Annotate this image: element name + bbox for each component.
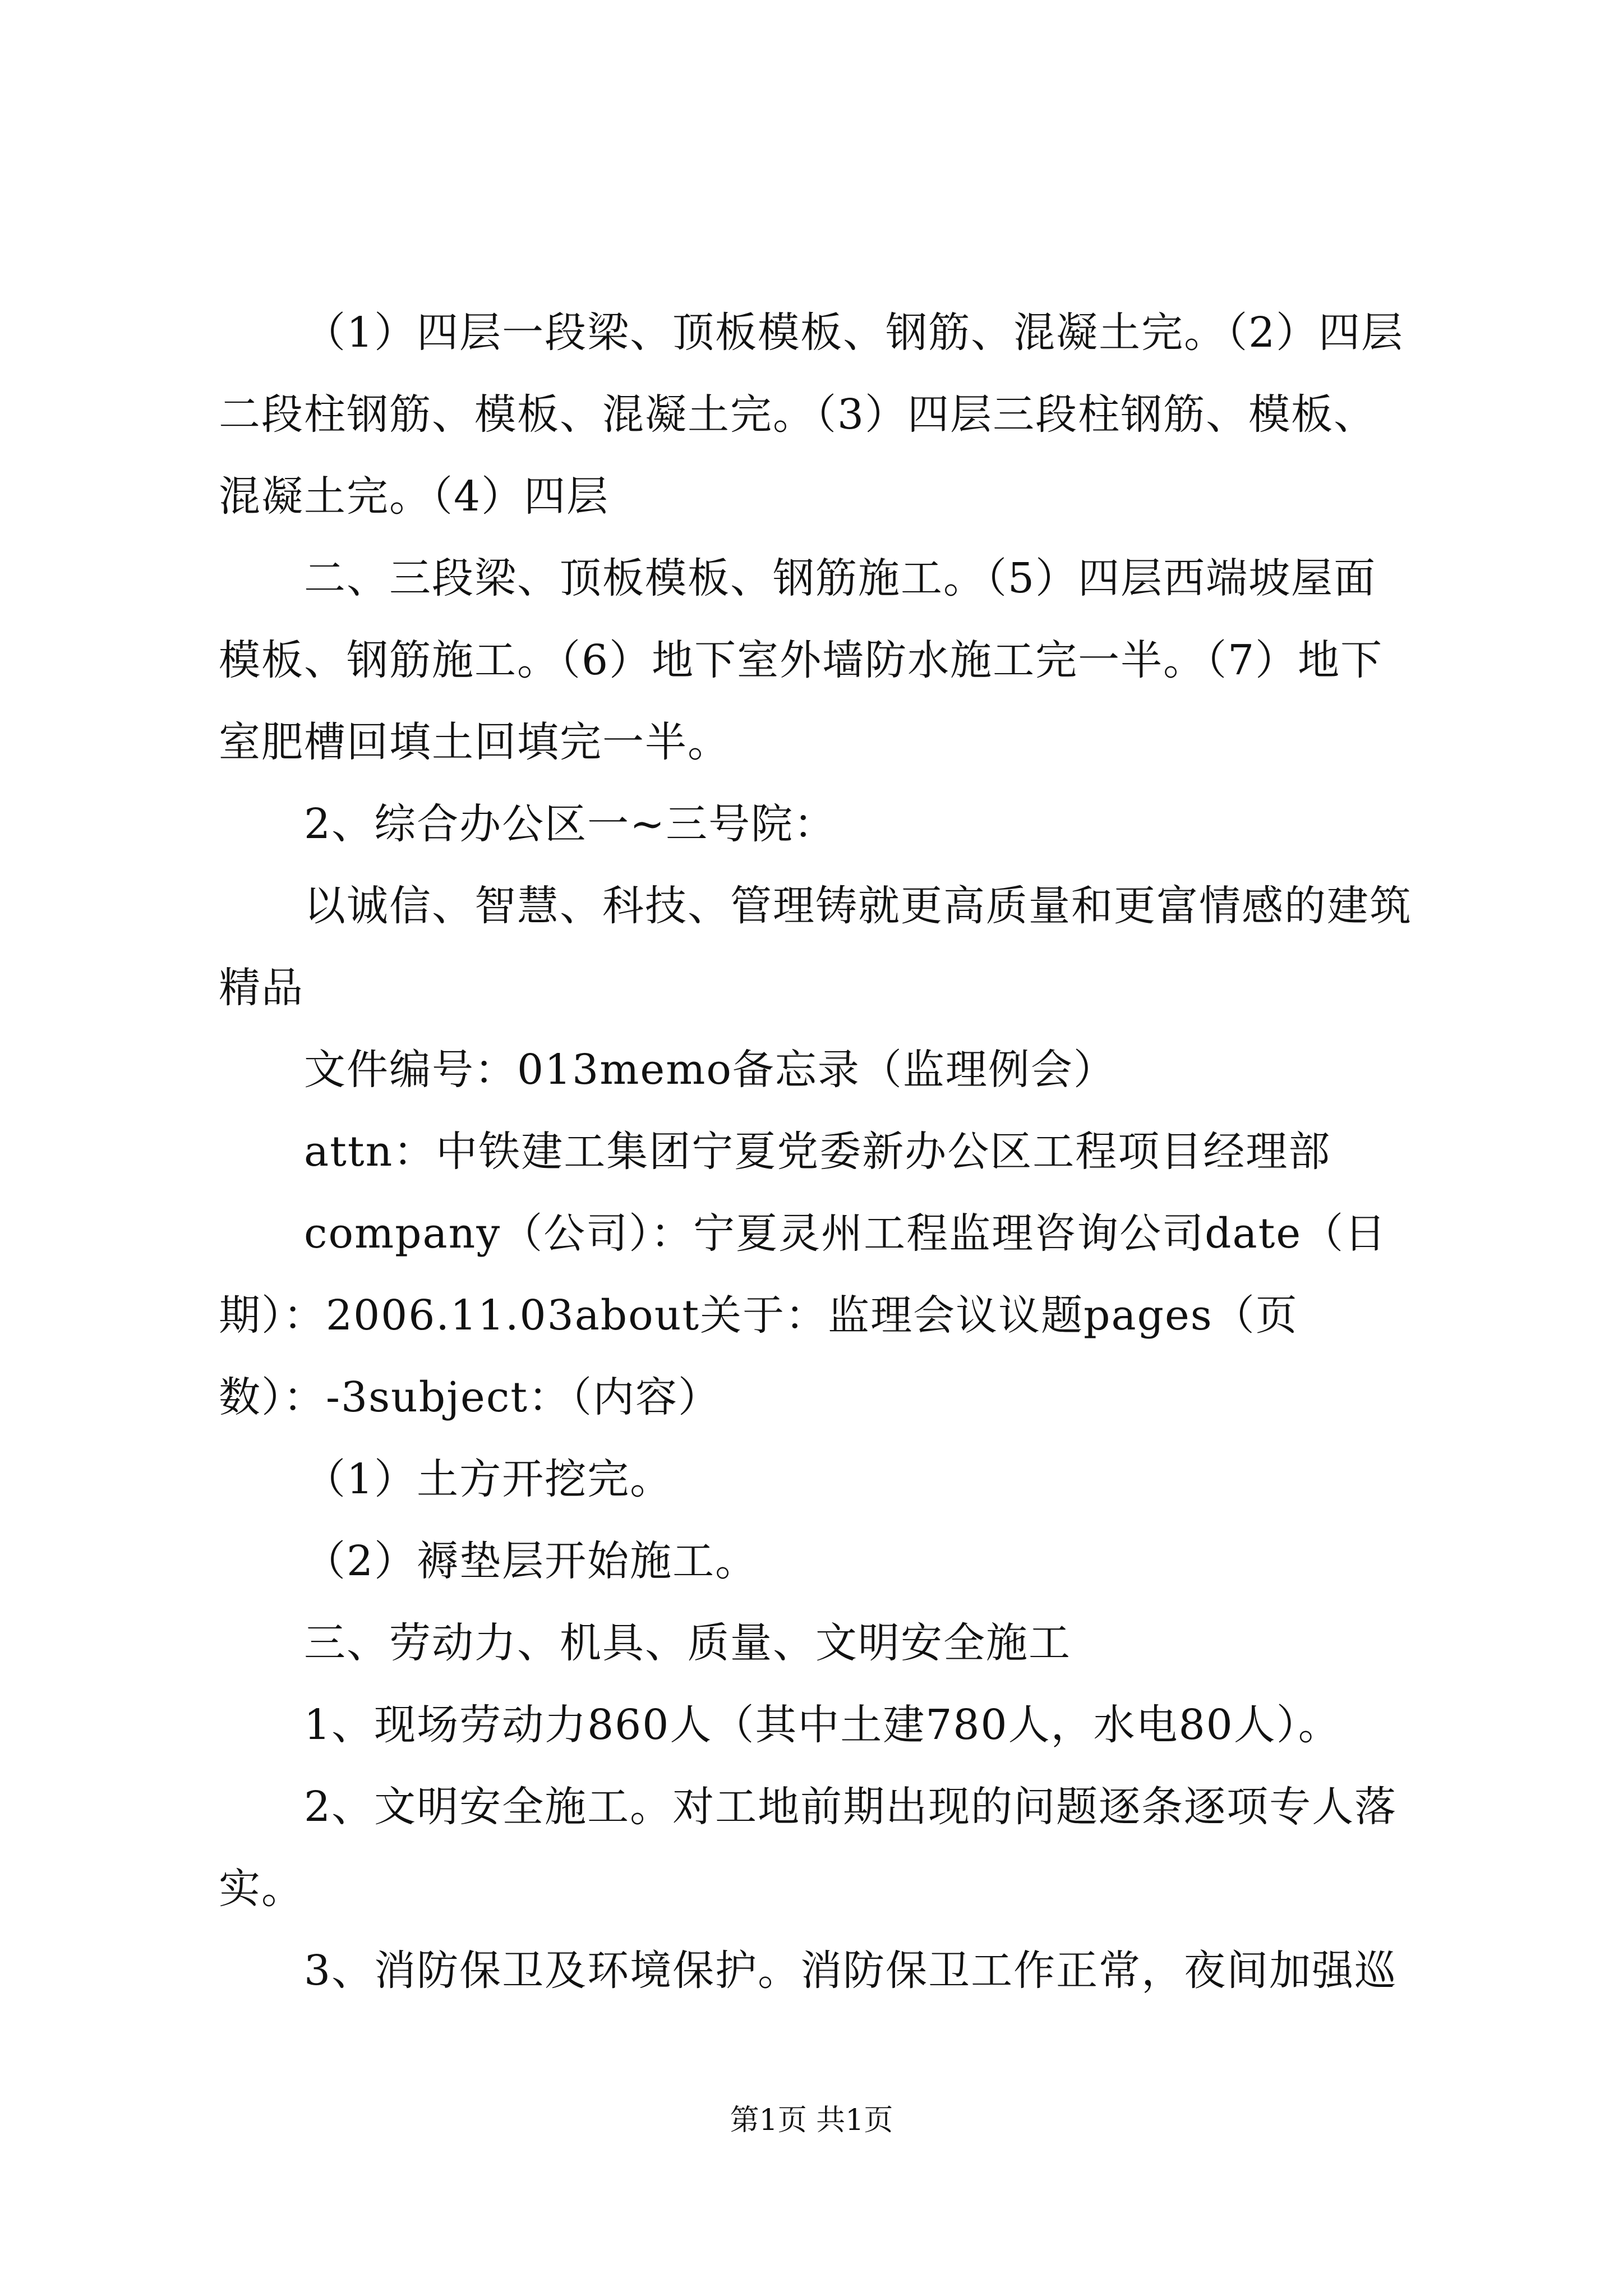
paragraph-4: 以诚信、智慧、科技、管理铸就更高质量和更富情感的建筑精品	[219, 882, 1412, 1012]
document-body	[219, 292, 1419, 2012]
paragraph-1: （1）四层一段梁、顶板模板、钢筋、混凝土完。（2）四层二段柱钢筋、模板、混凝土完。（3）四层三段柱钢筋、模板、混凝土完。（4）四层	[219, 309, 1404, 521]
paragraph-7: company（公司）：宁夏灵州工程监理咨询公司date（日期）：2006.11.03about关于：监理会议议题pages（页数）：-3subject：（内容）	[219, 1209, 1387, 1421]
paragraph-2: 二、三段梁、顶板模板、钢筋施工。（5）四层西端坡屋面模板、钢筋施工。（6）地下室外墙防水施工完一半。（7）地下室肥槽回填土回填完一半。	[219, 554, 1384, 766]
paragraph-3: 2、综合办公区一~三号院：	[304, 800, 837, 848]
paragraph-13: 3、消防保卫及环境保护。消防保卫工作正常，夜间加强巡	[304, 1947, 1398, 1995]
paragraph-10: 三、劳动力、机具、质量、文明安全施工	[304, 1619, 1071, 1667]
paragraph-12: 2、文明安全施工。对工地前期出现的问题逐条逐项专人落实。	[219, 1783, 1398, 1913]
paragraph-6: attn：中铁建工集团宁夏党委新办公区工程项目经理部	[304, 1128, 1331, 1176]
paragraph-8: （1）土方开挖完。	[304, 1455, 673, 1503]
paragraph-5: 文件编号：013memo备忘录（监理例会）	[304, 1046, 1116, 1094]
paragraph-11: 1、现场劳动力860人（其中土建780人，水电80人）。	[304, 1701, 1341, 1749]
page-footer: 第1页 共1页	[730, 2104, 893, 2137]
paragraph-9: （2）褥垫层开始施工。	[304, 1537, 758, 1585]
